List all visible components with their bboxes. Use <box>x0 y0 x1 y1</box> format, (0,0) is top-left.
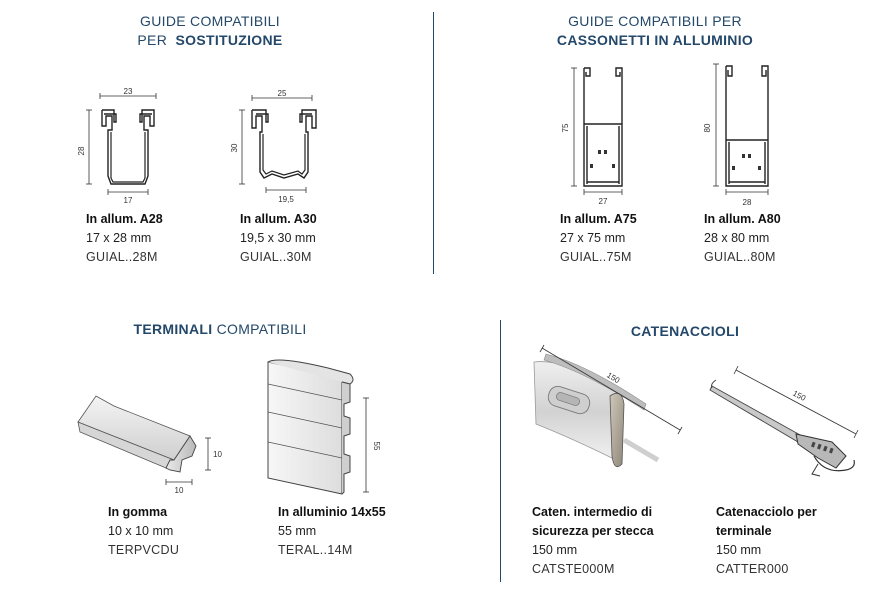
dim-side-label: 28 <box>77 146 86 156</box>
dim-len-label: 150 <box>605 370 622 386</box>
section-title-bold: CATENACCIOLI <box>630 323 740 339</box>
product-name: In allum. A75 <box>560 212 637 226</box>
section-title-terminali <box>100 320 340 339</box>
caption-a28 <box>86 210 163 267</box>
guide-a28-drawing <box>78 86 178 206</box>
product-code: GUIAL..28M <box>86 250 158 264</box>
caption-alluminio <box>278 503 386 560</box>
dim-bottom-label: 10 <box>174 486 184 495</box>
dim-side-label: 75 <box>561 123 570 133</box>
dim-bottom-label: 19,5 <box>278 195 294 204</box>
guide-a30-drawing <box>228 86 328 206</box>
section-title-pre: PER <box>137 32 168 48</box>
caption-a80 <box>704 210 781 267</box>
dim-side-label: 55 <box>372 441 381 451</box>
product-name: In allum. A30 <box>240 212 317 226</box>
product-size: 19,5 x 30 mm <box>240 231 316 245</box>
product-code: TERPVCDU <box>108 543 180 557</box>
product-size: 17 x 28 mm <box>86 231 152 245</box>
dim-side-label: 30 <box>230 143 239 153</box>
product-size: 55 mm <box>278 524 317 538</box>
section-title-cassonetti <box>530 12 780 50</box>
product-name-line2: sicurezza per stecca <box>532 524 654 538</box>
product-size: 10 x 10 mm <box>108 524 174 538</box>
caption-caten-terminale <box>716 503 817 579</box>
caption-caten-intermedio <box>532 503 654 579</box>
product-size: 150 mm <box>532 543 578 557</box>
section-title-line2 <box>530 31 780 50</box>
caption-a75 <box>560 210 637 267</box>
product-code: CATSTE000M <box>532 562 615 576</box>
dim-top-label: 25 <box>277 89 287 98</box>
dim-bottom-label: 28 <box>742 198 752 207</box>
section-title-line2 <box>110 31 310 50</box>
caption-gomma <box>108 503 179 560</box>
catenacciolo-intermedio-drawing <box>526 344 686 484</box>
product-code: GUIAL..80M <box>704 250 776 264</box>
product-name: In allum. A28 <box>86 212 163 226</box>
section-title-bold: TERMINALI <box>133 321 213 337</box>
product-code: GUIAL..75M <box>560 250 632 264</box>
section-title-catenaccioli <box>580 322 790 341</box>
section-title-line1: GUIDE COMPATIBILI PER <box>568 13 742 29</box>
caption-a30 <box>240 210 317 267</box>
section-title-sostituzione <box>110 12 310 50</box>
section-title-bold: CASSONETTI IN ALLUMINIO <box>556 32 754 48</box>
product-size: 27 x 75 mm <box>560 231 626 245</box>
product-name: In gomma <box>108 505 168 519</box>
dim-bottom-label: 17 <box>123 196 133 205</box>
product-code: CATTER000 <box>716 562 789 576</box>
product-name-line2: terminale <box>716 524 772 538</box>
guide-a75-drawing <box>560 62 650 212</box>
product-size: 28 x 80 mm <box>704 231 770 245</box>
guide-a80-drawing <box>700 58 790 208</box>
product-name-line1: Caten. intermedio di <box>532 505 653 519</box>
terminal-gomma-drawing <box>70 390 230 500</box>
product-size: 150 mm <box>716 543 762 557</box>
dim-len-label: 150 <box>791 388 808 403</box>
divider-top <box>433 12 434 274</box>
product-code: GUIAL..30M <box>240 250 312 264</box>
section-title-bold: SOSTITUZIONE <box>175 32 283 48</box>
dim-top-label: 23 <box>123 87 133 96</box>
section-title-line1: GUIDE COMPATIBILI <box>140 13 280 29</box>
divider-bottom <box>500 320 501 582</box>
dim-side-label: 10 <box>213 450 222 459</box>
product-name: In alluminio 14x55 <box>278 505 386 519</box>
dim-bottom-label: 27 <box>598 197 608 206</box>
product-name-line1: Catenacciolo per <box>716 505 817 519</box>
product-name: In allum. A80 <box>704 212 781 226</box>
dim-side-label: 80 <box>703 123 712 133</box>
catenacciolo-terminale-drawing <box>706 364 876 484</box>
terminal-alluminio-drawing <box>258 354 388 499</box>
product-code: TERAL..14M <box>278 543 353 557</box>
section-title-post: COMPATIBILI <box>216 321 307 337</box>
